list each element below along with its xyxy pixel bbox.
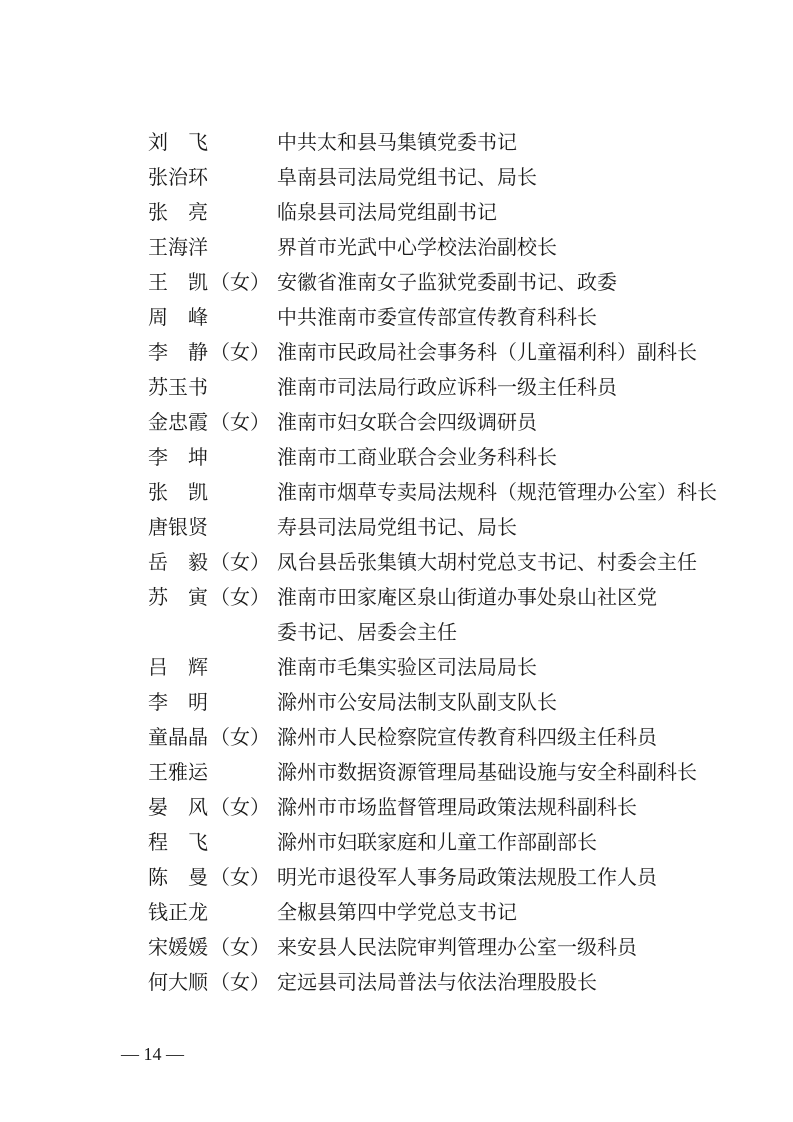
person-name: 刘 飞: [148, 130, 208, 154]
list-item: [0, 650, 793, 685]
person-name: 周 峰: [148, 305, 208, 329]
page-number: — 14 —: [121, 1044, 184, 1064]
person-name: 张 亮: [148, 200, 208, 224]
list-item: [0, 545, 793, 580]
list-item: [0, 300, 793, 335]
position-title: 淮南市毛集实验区司法局局长: [277, 655, 537, 679]
person-name: 金忠霞: [148, 410, 208, 434]
position-title: 寿县司法局党组书记、局长: [277, 515, 517, 539]
position-title: 凤台县岳张集镇大胡村党总支书记、村委会主任: [277, 550, 697, 574]
gender-note: （女）: [210, 865, 270, 889]
list-item: [0, 860, 793, 895]
gender-note: （女）: [210, 795, 270, 819]
person-name: 宋媛媛: [148, 935, 208, 959]
list-item: [0, 580, 793, 615]
position-title: 淮南市田家庵区泉山街道办事处泉山社区党: [277, 585, 657, 609]
person-name: 钱正龙: [148, 900, 208, 924]
honoree-list: [0, 125, 793, 1000]
person-name: 陈 曼: [148, 865, 208, 889]
list-item: [0, 965, 793, 1000]
list-item: [0, 230, 793, 265]
position-title: 滁州市人民检察院宣传教育科四级主任科员: [277, 725, 657, 749]
person-name: 王 凯: [148, 270, 208, 294]
position-title: 淮南市烟草专卖局法规科（规范管理办公室）科长: [277, 480, 717, 504]
gender-note: （女）: [210, 970, 270, 994]
position-title: 滁州市市场监督管理局政策法规科副科长: [277, 795, 637, 819]
position-title: 滁州市数据资源管理局基础设施与安全科副科长: [277, 760, 697, 784]
position-title: 安徽省淮南女子监狱党委副书记、政委: [277, 270, 617, 294]
position-title-continued: 委书记、居委会主任: [277, 620, 457, 644]
position-title: 淮南市司法局行政应诉科一级主任科员: [277, 375, 617, 399]
position-title: 阜南县司法局党组书记、局长: [277, 165, 537, 189]
position-title: 淮南市工商业联合会业务科科长: [277, 445, 557, 469]
person-name: 何大顺: [148, 970, 208, 994]
person-name: 王雅运: [148, 760, 208, 784]
gender-note: （女）: [210, 935, 270, 959]
person-name: 李 明: [148, 690, 208, 714]
person-name: 岳 毅: [148, 550, 208, 574]
position-title: 淮南市民政局社会事务科（儿童福利科）副科长: [277, 340, 697, 364]
list-item: [0, 265, 793, 300]
list-item: [0, 125, 793, 160]
person-name: 张 凯: [148, 480, 208, 504]
person-name: 李 静: [148, 340, 208, 364]
person-name: 程 飞: [148, 830, 208, 854]
position-title: 淮南市妇女联合会四级调研员: [277, 410, 537, 434]
gender-note: （女）: [210, 585, 270, 609]
list-item: [0, 475, 793, 510]
person-name: 晏 风: [148, 795, 208, 819]
gender-note: （女）: [210, 725, 270, 749]
list-item: [0, 930, 793, 965]
list-item: [0, 335, 793, 370]
gender-note: （女）: [210, 550, 270, 574]
person-name: 王海洋: [148, 235, 208, 259]
position-title: 明光市退役军人事务局政策法规股工作人员: [277, 865, 657, 889]
position-title: 界首市光武中心学校法治副校长: [277, 235, 557, 259]
position-title: 临泉县司法局党组副书记: [277, 200, 497, 224]
list-item: [0, 405, 793, 440]
person-name: 苏玉书: [148, 375, 208, 399]
list-item: [0, 510, 793, 545]
list-item: [0, 160, 793, 195]
gender-note: （女）: [210, 340, 270, 364]
person-name: 吕 辉: [148, 655, 208, 679]
person-name: 童晶晶: [148, 725, 208, 749]
list-item: [0, 370, 793, 405]
person-name: 张治环: [148, 165, 208, 189]
gender-note: （女）: [210, 410, 270, 434]
position-title: 定远县司法局普法与依法治理股股长: [277, 970, 597, 994]
list-item-continuation: [0, 615, 793, 650]
list-item: [0, 755, 793, 790]
position-title: 全椒县第四中学党总支书记: [277, 900, 517, 924]
person-name: 李 坤: [148, 445, 208, 469]
person-name: 苏 寅: [148, 585, 208, 609]
list-item: [0, 440, 793, 475]
position-title: 滁州市公安局法制支队副支队长: [277, 690, 557, 714]
gender-note: （女）: [210, 270, 270, 294]
position-title: 来安县人民法院审判管理办公室一级科员: [277, 935, 637, 959]
person-name: 唐银贤: [148, 515, 208, 539]
position-title: 中共太和县马集镇党委书记: [277, 130, 517, 154]
list-item: [0, 685, 793, 720]
list-item: [0, 720, 793, 755]
list-item: [0, 895, 793, 930]
position-title: 中共淮南市委宣传部宣传教育科科长: [277, 305, 597, 329]
position-title: 滁州市妇联家庭和儿童工作部副部长: [277, 830, 597, 854]
list-item: [0, 825, 793, 860]
list-item: [0, 790, 793, 825]
list-item: [0, 195, 793, 230]
